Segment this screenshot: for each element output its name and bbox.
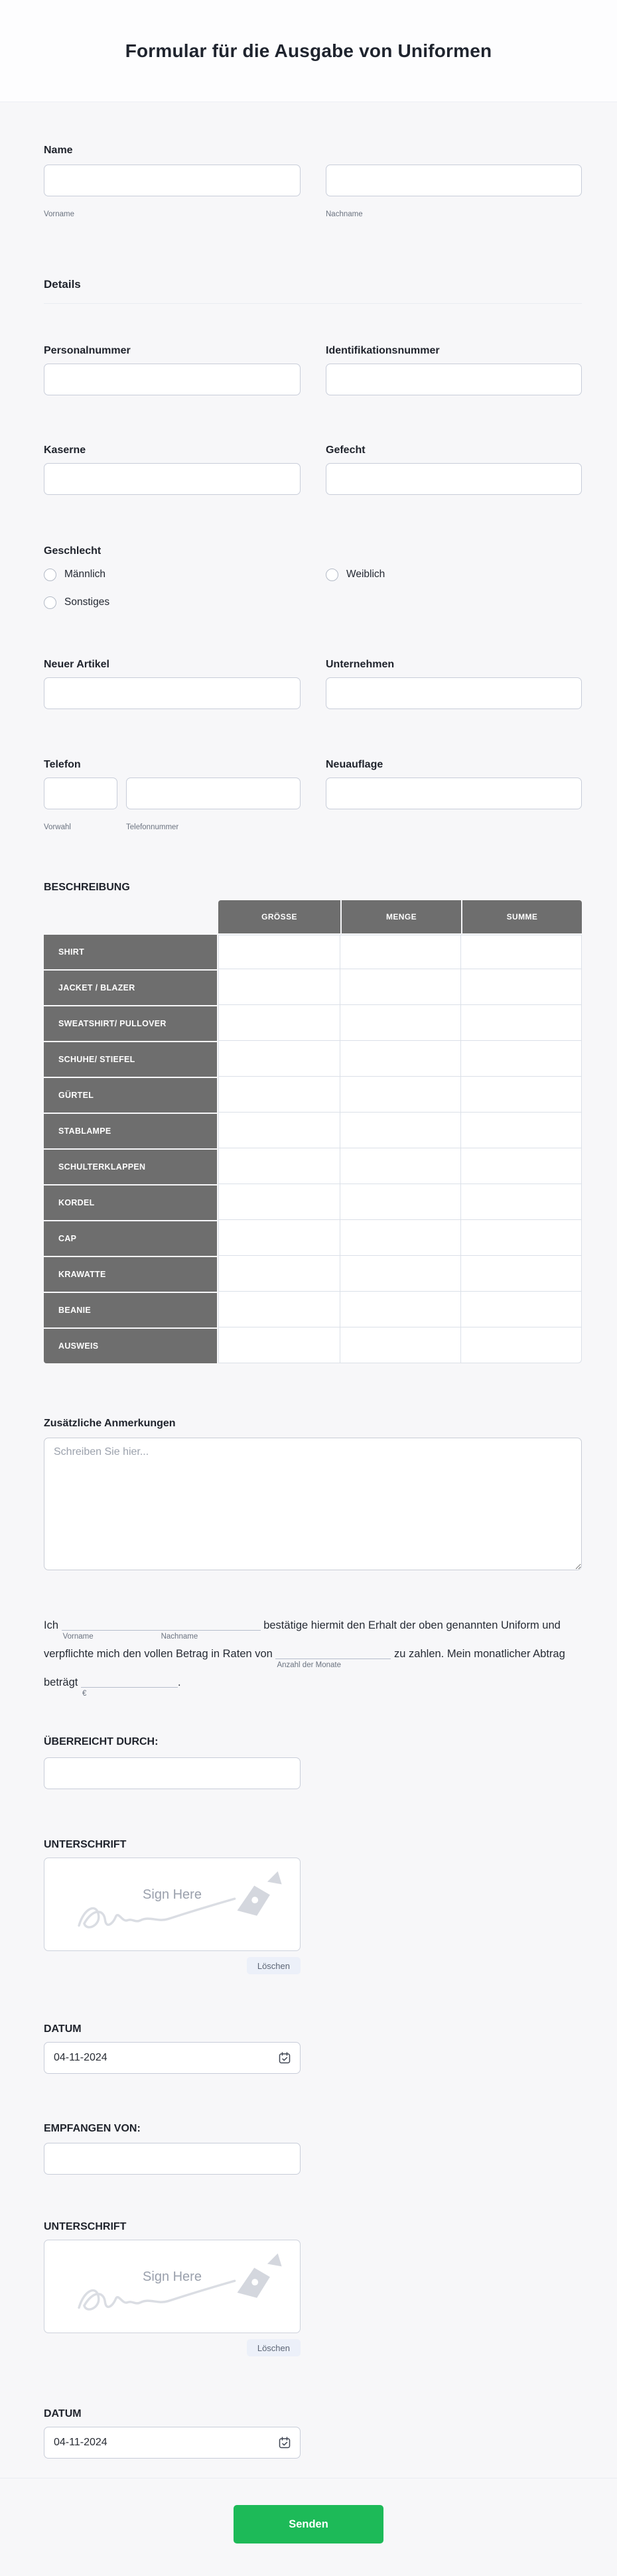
table-row — [44, 1256, 582, 1292]
table-row — [44, 1292, 582, 1327]
date-1-input[interactable] — [44, 2042, 301, 2074]
submit-button[interactable]: Senden — [234, 2505, 383, 2543]
table-cell[interactable] — [218, 935, 340, 969]
received-by-input[interactable] — [44, 2143, 301, 2175]
sizes-table — [44, 900, 582, 1363]
table-cell[interactable] — [340, 1148, 461, 1184]
identifikationsnummer-input[interactable] — [326, 364, 582, 395]
row-label: JACKET / BLAZER — [44, 969, 218, 1005]
row-label: SCHULTERKLAPPEN — [44, 1148, 218, 1184]
agreement-nachname-sublabel: Nachname — [161, 1633, 198, 1641]
table-row — [44, 1327, 582, 1363]
agreement-amount-blank[interactable] — [81, 1675, 178, 1698]
form-title: Formular für die Ausgabe von Uniformen — [125, 40, 492, 61]
table-cell[interactable] — [340, 1292, 461, 1327]
received-by-label: EMPFANGEN VON: — [44, 2123, 141, 2134]
vorwahl-sublabel: Vorwahl — [44, 823, 71, 831]
row-label: KORDEL — [44, 1184, 218, 1220]
agreement-text: bestätige hiermit den Erhalt der oben genannten Uniform und verpflichte mich den vollen Betrag in Raten von — [44, 1619, 561, 1660]
table-cell[interactable] — [340, 1256, 461, 1292]
table-cell[interactable] — [218, 1292, 340, 1327]
table-cell[interactable] — [461, 935, 582, 969]
agreement-months-blank[interactable] — [275, 1647, 391, 1669]
signature-1-label: UNTERSCHRIFT — [44, 1839, 127, 1850]
signature-2-pad[interactable] — [44, 2240, 301, 2333]
neuer-artikel-field — [44, 657, 301, 709]
handed-over-input[interactable] — [44, 1757, 301, 1789]
telefonnummer-sublabel: Telefonnummer — [126, 823, 179, 831]
unternehmen-label: Unternehmen — [326, 659, 395, 670]
agreement-text: zu zahlen. Mein monatlicher Abtrag beträgt — [44, 1648, 565, 1688]
row-label: SCHUHE/ STIEFEL — [44, 1041, 218, 1077]
table-cell[interactable] — [218, 1148, 340, 1184]
agreement-months-sublabel: Anzahl der Monate — [277, 1661, 341, 1669]
table-cell[interactable] — [340, 1041, 461, 1077]
first-name-input[interactable] — [44, 165, 301, 196]
table-cell[interactable] — [340, 1005, 461, 1041]
personalnummer-label: Personalnummer — [44, 345, 131, 356]
table-cell[interactable] — [461, 1184, 582, 1220]
signature-scribble-graphic — [44, 1858, 301, 1950]
kaserne-input[interactable] — [44, 463, 301, 495]
row-label: KRAWATTE — [44, 1256, 218, 1292]
table-cell[interactable] — [218, 1113, 340, 1148]
gender-option-label: Weiblich — [346, 569, 385, 580]
table-cell[interactable] — [218, 1184, 340, 1220]
agreement-text: Ich — [44, 1619, 59, 1631]
table-cell[interactable] — [340, 1113, 461, 1148]
table-cell[interactable] — [218, 1041, 340, 1077]
gender-option-label: Männlich — [64, 569, 106, 580]
agreement-text: . — [177, 1676, 181, 1688]
table-heading: BESCHREIBUNG — [44, 882, 130, 893]
neuer-artikel-input[interactable] — [44, 677, 301, 709]
gender-option-label: Sonstiges — [64, 596, 110, 608]
neuer-artikel-label: Neuer Artikel — [44, 659, 109, 670]
gender-option-maennlich[interactable] — [44, 566, 301, 583]
row-label: GÜRTEL — [44, 1077, 218, 1113]
table-cell[interactable] — [461, 1256, 582, 1292]
telefon-field — [44, 758, 301, 833]
table-row — [44, 1220, 582, 1256]
sign-here-text: Sign Here — [143, 2270, 202, 2284]
table-cell[interactable] — [461, 1005, 582, 1041]
table-header-row — [44, 900, 582, 935]
signature-2-clear-button[interactable]: Löschen — [247, 2339, 301, 2356]
table-cell[interactable] — [461, 1148, 582, 1184]
table-cell[interactable] — [218, 1077, 340, 1113]
date-2-label: DATUM — [44, 2408, 82, 2419]
table-cell[interactable] — [340, 1077, 461, 1113]
table-row — [44, 969, 582, 1005]
table-cell[interactable] — [340, 969, 461, 1005]
signature-1-clear-button[interactable]: Löschen — [247, 1957, 301, 1974]
column-header-summe: SUMME — [461, 900, 582, 935]
kaserne-label: Kaserne — [44, 444, 86, 456]
column-header-groesse: GRÖSSE — [218, 900, 340, 935]
last-name-sublabel: Nachname — [326, 210, 363, 218]
table-cell[interactable] — [461, 1113, 582, 1148]
table-row — [44, 1148, 582, 1184]
identifikationsnummer-label: Identifikationsnummer — [326, 345, 440, 356]
table-cell[interactable] — [461, 1292, 582, 1327]
table-row — [44, 1077, 582, 1113]
gefecht-input[interactable] — [326, 463, 582, 495]
telefonnummer-input[interactable] — [126, 778, 301, 809]
table-cell[interactable] — [218, 1256, 340, 1292]
table-cell[interactable] — [461, 1077, 582, 1113]
neuauflage-input[interactable] — [326, 778, 582, 809]
personalnummer-input[interactable] — [44, 364, 301, 395]
personalnummer-field — [44, 344, 301, 395]
table-cell[interactable] — [218, 1005, 340, 1041]
unternehmen-field — [326, 657, 582, 709]
kaserne-field — [44, 443, 301, 495]
form-header — [0, 0, 617, 102]
column-header-menge: MENGE — [340, 900, 461, 935]
handed-over-label: ÜBERREICHT DURCH: — [44, 1736, 159, 1747]
first-name-field — [44, 165, 301, 220]
table-cell[interactable] — [340, 935, 461, 969]
agreement-vorname-sublabel: Vorname — [62, 1633, 94, 1641]
gefecht-label: Gefecht — [326, 444, 366, 456]
row-label: STABLAMPE — [44, 1113, 218, 1148]
table-row — [44, 1041, 582, 1077]
table-cell[interactable] — [340, 1327, 461, 1363]
last-name-input[interactable] — [326, 165, 582, 196]
details-heading: Details — [44, 278, 81, 291]
form-footer — [0, 2478, 617, 2576]
telefon-label: Telefon — [44, 759, 81, 770]
signature-2-label: UNTERSCHRIFT — [44, 2221, 127, 2232]
table-cell[interactable] — [340, 1184, 461, 1220]
radio-icon[interactable] — [326, 569, 338, 581]
row-label: SHIRT — [44, 935, 218, 969]
table-row — [44, 935, 582, 969]
table-cell[interactable] — [340, 1220, 461, 1256]
date-1-label: DATUM — [44, 2023, 82, 2035]
sign-here-text: Sign Here — [143, 1887, 202, 1902]
signature-1-pad[interactable] — [44, 1858, 301, 1951]
row-label: CAP — [44, 1220, 218, 1256]
gender-label: Geschlecht — [44, 545, 102, 557]
date-2-input[interactable] — [44, 2427, 301, 2459]
notes-label: Zusätzliche Anmerkungen — [44, 1418, 176, 1429]
last-name-field — [326, 165, 582, 220]
form-body — [0, 143, 617, 2478]
table-row — [44, 1113, 582, 1148]
unternehmen-input[interactable] — [326, 677, 582, 709]
table-row — [44, 1005, 582, 1041]
radio-icon[interactable] — [44, 596, 56, 609]
table-cell[interactable] — [218, 969, 340, 1005]
gefecht-field — [326, 443, 582, 495]
row-label: BEANIE — [44, 1292, 218, 1327]
vorwahl-input[interactable] — [44, 778, 117, 809]
notes-textarea[interactable] — [44, 1438, 582, 1570]
table-cell[interactable] — [461, 1220, 582, 1256]
table-cell[interactable] — [461, 969, 582, 1005]
radio-icon[interactable] — [44, 569, 56, 581]
row-label: SWEATSHIRT/ PULLOVER — [44, 1005, 218, 1041]
neuauflage-label: Neuauflage — [326, 759, 383, 770]
table-row — [44, 1184, 582, 1220]
agreement-paragraph — [44, 1611, 582, 1697]
signature-scribble-graphic — [44, 2240, 301, 2333]
table-cell[interactable] — [218, 1220, 340, 1256]
name-label: Name — [44, 145, 73, 156]
table-cell[interactable] — [218, 1327, 340, 1363]
row-label: AUSWEIS — [44, 1327, 218, 1363]
gender-option-weiblich[interactable] — [326, 566, 582, 583]
table-corner-cell — [44, 900, 218, 935]
gender-radio-group — [44, 566, 582, 611]
table-cell[interactable] — [461, 1327, 582, 1363]
gender-option-sonstiges[interactable] — [44, 594, 301, 611]
table-cell[interactable] — [461, 1041, 582, 1077]
agreement-name-blank[interactable] — [62, 1618, 261, 1641]
neuauflage-field — [326, 758, 582, 833]
first-name-sublabel: Vorname — [44, 210, 75, 218]
identifikationsnummer-field — [326, 344, 582, 395]
details-divider — [44, 303, 582, 304]
agreement-currency-sublabel: € — [82, 1690, 87, 1698]
